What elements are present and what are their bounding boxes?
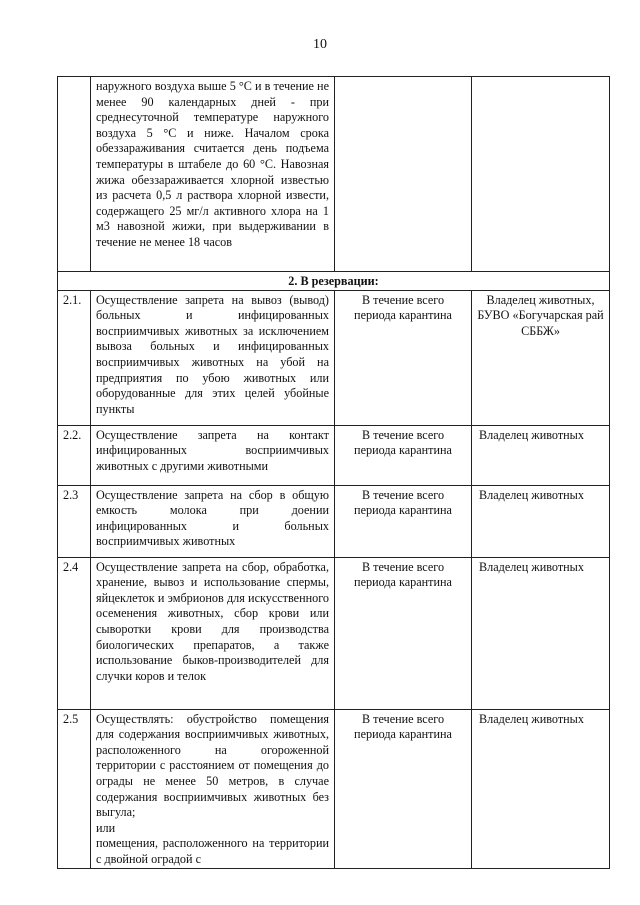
section-heading: 2. В резервации: [58,272,610,291]
row-number: 2.5 [58,709,91,868]
row-number: 2.2. [58,425,91,485]
period-text: В течение всего периода карантина [335,290,472,425]
row-number: 2.3 [58,485,91,557]
period-text: В течение всего периода карантина [335,425,472,485]
period-text [335,77,472,272]
responsible-text: Владелец животных [472,557,610,709]
period-text: В течение всего периода карантина [335,557,472,709]
measure-text: наружного воздуха выше 5 °С и в течение не менее 90 календарных дней - при среднесуточной температуре наружного воздуха 5 °С и ниже. Началом срока обеззараживания считается день подъема температуры в штабеле до 60 °С. Навозная жижа обеззараживается хлорной известью из расчета 0,5 л раствора хлорной извести, содержащего 25 мг/л активного хлора на 1 м3 навозной жижи, при выдерживании в течение не менее 18 часов [91,77,335,272]
table-row [58,290,610,425]
responsible-text [472,77,610,272]
table-row [58,709,610,868]
table-row [58,77,610,272]
table-row [58,485,610,557]
period-text: В течение всего периода карантина [335,709,472,868]
measure-text-part: Осуществлять: обустройство помещения для содержания восприимчивых животных, расположенного на огороженной территории с расстоянием от помещения до ограды не менее 50 метров, в случае содержания восприимчивых животных без выгула; [96,711,329,820]
period-text: В течение всего периода карантина [335,485,472,557]
measure-text-cont: помещения, расположенного на территории с двойной оградой с [96,836,329,866]
measures-table [57,76,610,869]
row-number: 2.1. [58,290,91,425]
row-number: 2.4 [58,557,91,709]
measure-text: Осуществление запрета на контакт инфицированных восприимчивых животных с другими животными [91,425,335,485]
measure-text: Осуществление запрета на сбор в общую емкость молока при доении инфицированных и больных восприимчивых животных [91,485,335,557]
table-row [58,425,610,485]
page-number: 10 [313,37,327,52]
responsible-text: Владелец животных [472,709,610,868]
measure-or: или [96,820,116,835]
measure-text: Осуществление запрета на вывоз (вывод) больных и инфицированных восприимчивых животных за исключением вывоза больных и инфицированных восприимчивых животных на убой на предприятия по убою животных или оборудованные для этих целей убойные пункты [91,290,335,425]
table-row [58,557,610,709]
row-number [58,77,91,272]
responsible-text: Владелец животных [472,485,610,557]
measure-text [91,709,335,868]
section-heading-row [58,272,610,291]
measure-text: Осуществление запрета на сбор, обработка, хранение, вывоз и использование спермы, яйцеклеток и эмбрионов для искусственного осеменения животных, сбор крови или сыворотки крови для производства биологических препаратов, а также использование быков-производителей для случки коров и телок [91,557,335,709]
responsible-text: Владелец животных [472,425,610,485]
responsible-text: Владелец животных, БУВО «Богучарская рай СББЖ» [472,290,610,425]
